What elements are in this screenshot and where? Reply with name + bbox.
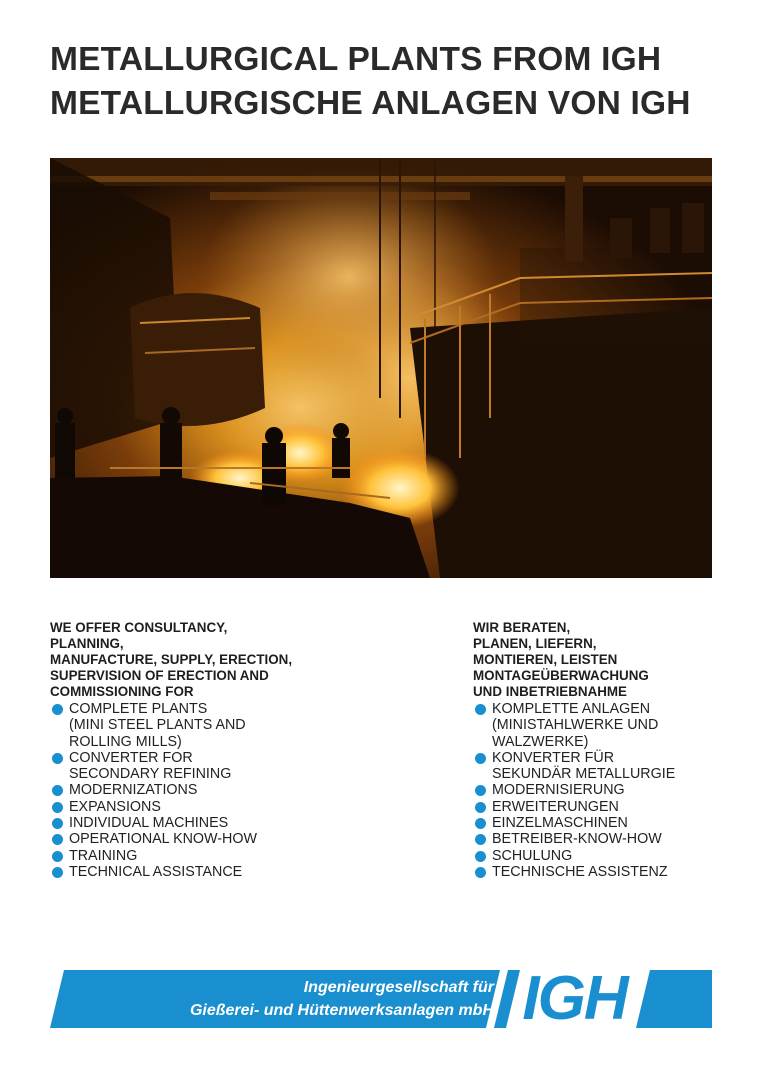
list-item-text: MODERNISIERUNG xyxy=(492,782,625,799)
english-heading xyxy=(50,620,380,700)
german-heading-line: UND INBETRIEBNAHME xyxy=(473,684,627,699)
steel-plant-photo xyxy=(50,158,712,578)
list-item-text: MODERNIZATIONS xyxy=(69,782,198,799)
german-service-list xyxy=(473,701,733,880)
german-heading-line: WIR BERATEN, xyxy=(473,620,571,635)
english-heading-line: PLANNING, xyxy=(50,636,124,651)
blue-dot-icon xyxy=(475,785,486,796)
english-heading-line: SUPERVISION OF ERECTION AND xyxy=(50,668,269,683)
list-item-text: ERWEITERUNGEN xyxy=(492,798,619,815)
list-item-text: OPERATIONAL KNOW-HOW xyxy=(69,831,257,848)
blue-dot-icon xyxy=(475,704,486,715)
company-name-line2: Gießerei- und Hüttenwerksanlagen mbH xyxy=(189,1002,494,1019)
company-banner xyxy=(50,964,712,1033)
list-item xyxy=(50,750,380,783)
list-item-text: CONVERTER FOR xyxy=(69,749,193,766)
english-service-list xyxy=(50,701,380,880)
blue-dot-icon xyxy=(52,851,63,862)
english-column xyxy=(50,620,380,880)
blue-dot-icon xyxy=(52,704,63,715)
english-heading-line: COMMISSIONING FOR xyxy=(50,684,194,699)
list-item xyxy=(473,831,733,847)
blue-dot-icon xyxy=(475,851,486,862)
list-item-text: WALZWERKE) xyxy=(492,733,589,750)
list-item xyxy=(50,864,380,880)
list-item-text: (MINI STEEL PLANTS AND xyxy=(69,717,246,734)
list-item-text: SECONDARY REFINING xyxy=(69,766,232,783)
list-item xyxy=(473,815,733,831)
igh-logo: IGH xyxy=(522,964,627,1033)
list-item-text: SCHULUNG xyxy=(492,847,573,864)
list-item-text: EXPANSIONS xyxy=(69,798,161,815)
list-item xyxy=(473,848,733,864)
list-item xyxy=(50,701,380,750)
list-item xyxy=(473,750,733,783)
list-item-text: BETREIBER-KNOW-HOW xyxy=(492,831,662,848)
english-heading-line: WE OFFER CONSULTANCY, xyxy=(50,620,228,635)
list-item-text: TECHNISCHE ASSISTENZ xyxy=(492,863,668,880)
list-item-text: KONVERTER FÜR xyxy=(492,749,615,766)
blue-dot-icon xyxy=(475,867,486,878)
list-item xyxy=(473,701,733,750)
list-item-text: INDIVIDUAL MACHINES xyxy=(69,815,229,832)
list-item-text: COMPLETE PLANTS xyxy=(69,701,208,717)
german-column xyxy=(473,620,733,880)
title-german: METALLURGISCHE ANLAGEN VON IGH xyxy=(50,85,691,122)
list-item xyxy=(50,831,380,847)
english-heading-line: MANUFACTURE, SUPPLY, ERECTION, xyxy=(50,652,293,667)
company-name-line1: Ingenieurgesellschaft für xyxy=(303,979,494,996)
company-name xyxy=(190,976,494,1022)
blue-dot-icon xyxy=(475,753,486,764)
list-item xyxy=(473,782,733,798)
list-item-text: KOMPLETTE ANLAGEN xyxy=(492,701,651,717)
blue-dot-icon xyxy=(475,834,486,845)
blue-dot-icon xyxy=(52,818,63,829)
blue-dot-icon xyxy=(52,802,63,813)
blue-dot-icon xyxy=(475,802,486,813)
page-title xyxy=(50,38,730,126)
german-heading-line: MONTIEREN, LEISTEN xyxy=(473,652,618,667)
german-heading xyxy=(473,620,733,700)
list-item-text: SEKUNDÄR METALLURGIE xyxy=(492,766,676,783)
list-item-text: (MINISTAHLWERKE UND xyxy=(492,717,659,734)
blue-dot-icon xyxy=(52,867,63,878)
blue-dot-icon xyxy=(475,818,486,829)
blue-dot-icon xyxy=(52,834,63,845)
list-item-text: TRAINING xyxy=(69,847,138,864)
list-item-text: ROLLING MILLS) xyxy=(69,733,182,750)
list-item-text: TECHNICAL ASSISTANCE xyxy=(69,863,243,880)
title-english: METALLURGICAL PLANTS FROM IGH xyxy=(50,41,662,78)
list-item-text: EINZELMASCHINEN xyxy=(492,815,628,832)
german-heading-line: MONTAGEÜBERWACHUNG xyxy=(473,668,649,683)
list-item xyxy=(50,848,380,864)
list-item xyxy=(473,864,733,880)
list-item xyxy=(50,799,380,815)
list-item xyxy=(50,782,380,798)
german-heading-line: PLANEN, LIEFERN, xyxy=(473,636,597,651)
list-item xyxy=(473,799,733,815)
list-item xyxy=(50,815,380,831)
blue-dot-icon xyxy=(52,753,63,764)
blue-dot-icon xyxy=(52,785,63,796)
